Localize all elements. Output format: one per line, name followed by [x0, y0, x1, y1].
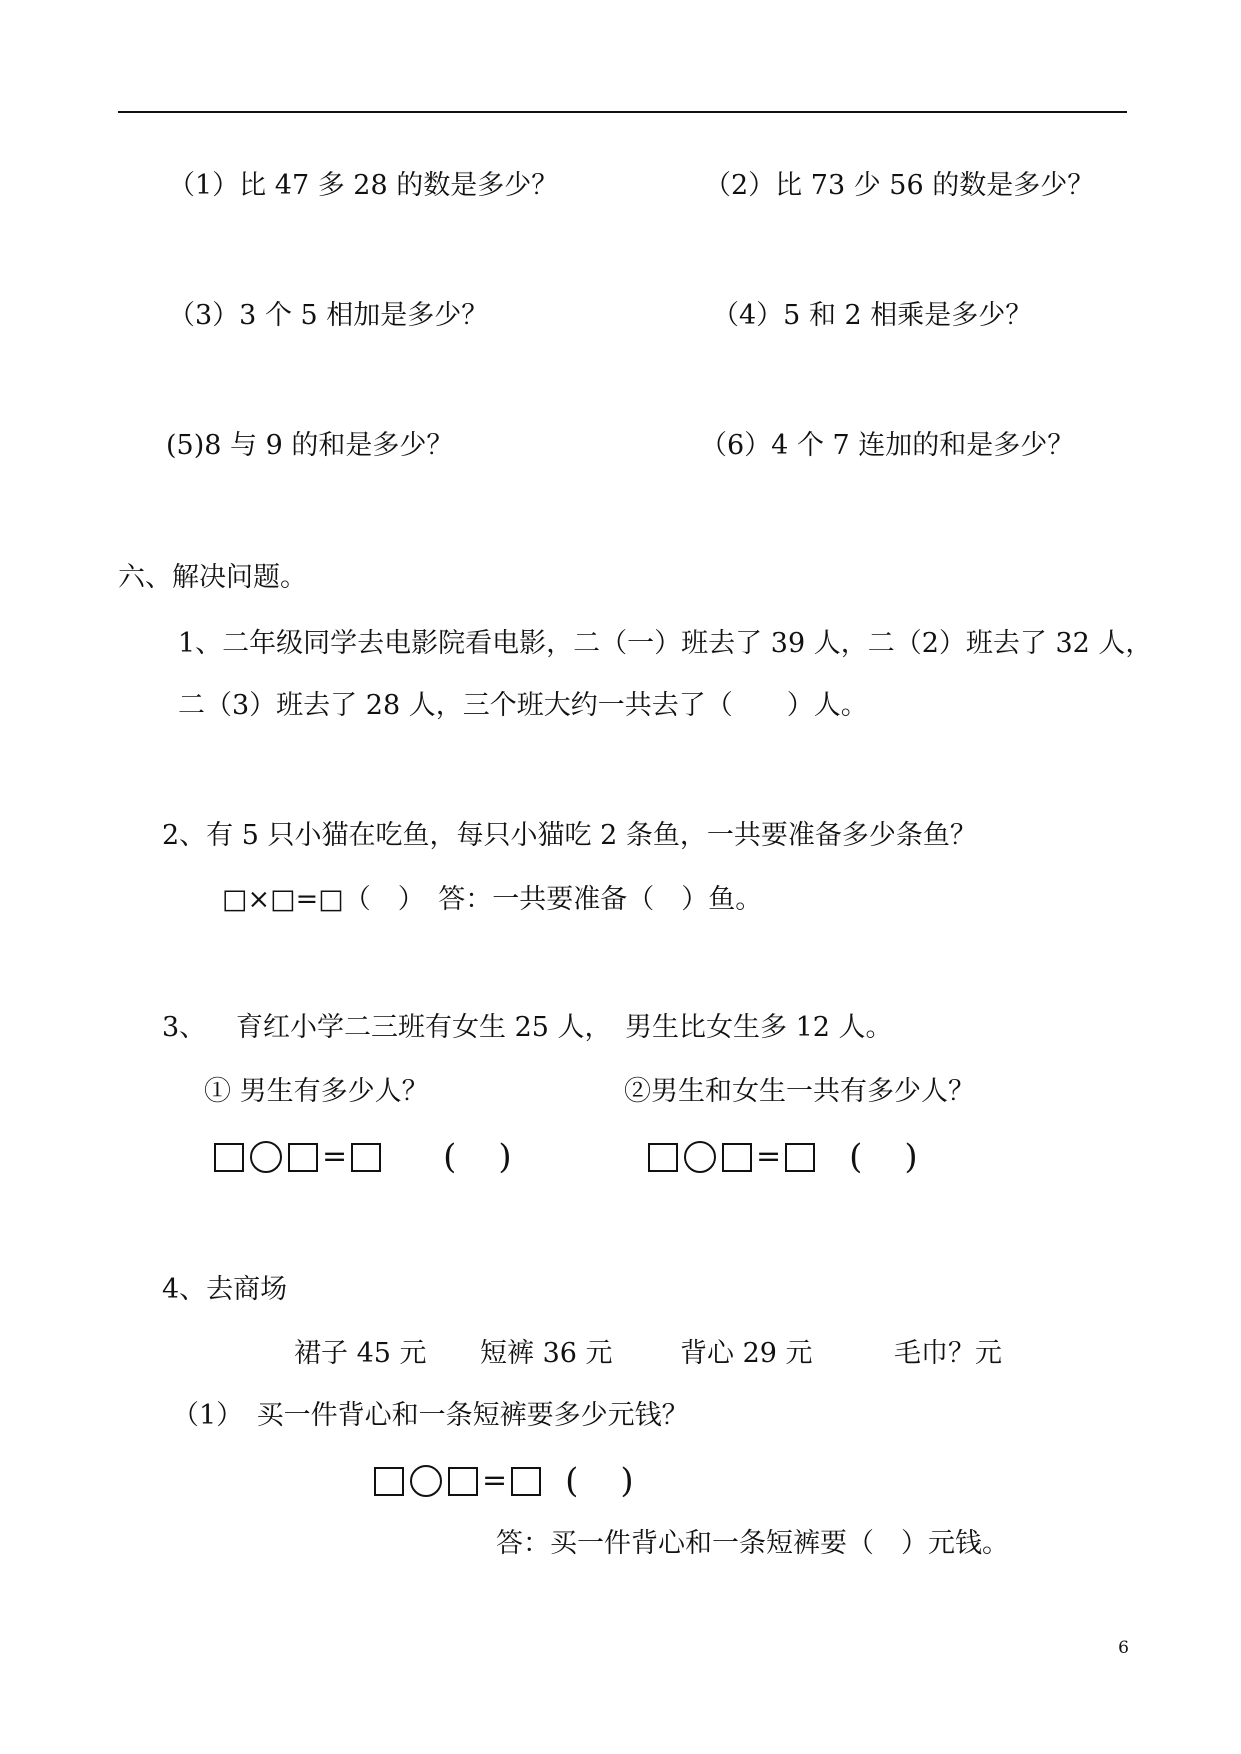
section-title: 六、解决问题。	[118, 562, 307, 593]
problem-3-text: 育红小学二三班有女生 25 人， 男生比女生多 12 人。	[236, 1012, 893, 1043]
unit-close-paren: )	[498, 1137, 512, 1177]
equals-sign: =	[756, 1139, 782, 1174]
formula-blanks-3a	[214, 1137, 512, 1177]
problem-4-title: 4、去商场	[162, 1274, 288, 1305]
answer-box	[785, 1143, 815, 1172]
unit-open-paren: (	[849, 1137, 863, 1177]
page-number: 6	[1118, 1638, 1129, 1658]
answer-box	[511, 1467, 541, 1496]
equals-sign: =	[322, 1139, 348, 1174]
question-6: （6）4 个 7 连加的和是多少？	[700, 430, 1075, 461]
operator-circle	[250, 1141, 282, 1173]
answer-box	[722, 1143, 752, 1172]
problem-2: 2、有 5 只小猫在吃鱼，每只小猫吃 2 条鱼，一共要准备多少条鱼？	[162, 820, 977, 851]
answer-box	[448, 1467, 478, 1496]
question-5: (5)8 与 9 的和是多少？	[166, 430, 454, 461]
problem-4-question-1: （1） 买一件背心和一条短裤要多少元钱？	[172, 1400, 689, 1431]
unit-open-paren: (	[443, 1137, 457, 1177]
unit-close-paren: )	[620, 1461, 634, 1501]
price-item-vest: 背心 29 元	[680, 1338, 813, 1369]
answer-box	[374, 1467, 404, 1496]
answer-box	[648, 1143, 678, 1172]
operator-circle	[684, 1141, 716, 1173]
question-2: （2）比 73 少 56 的数是多少？	[704, 170, 1095, 201]
problem-1-line-1: 1、二年级同学去电影院看电影，二（一）班去了 39 人，二（2）班去了 32 人，	[178, 628, 1153, 659]
price-item-shorts: 短裤 36 元	[480, 1338, 613, 1369]
question-1: （1）比 47 多 28 的数是多少？	[168, 170, 559, 201]
operator-circle	[410, 1465, 442, 1497]
price-item-skirt: 裙子 45 元	[294, 1338, 427, 1369]
price-item-towel: 毛巾？元	[894, 1338, 1002, 1369]
answer-box	[214, 1143, 244, 1172]
unit-open-paren: (	[565, 1461, 579, 1501]
problem-3-sub-1: ① 男生有多少人？	[204, 1076, 429, 1107]
unit-close-paren: )	[904, 1137, 918, 1177]
answer-box	[351, 1143, 381, 1172]
problem-3-number: 3、	[162, 1012, 207, 1043]
formula-blanks-3b	[648, 1137, 918, 1177]
header-rule	[118, 111, 1127, 113]
problem-2-formula: □×□=□（ ） 答：一共要准备（ ）鱼。	[222, 884, 763, 915]
problem-1-line-2: 二（3）班去了 28 人，三个班大约一共去了（ ）人。	[178, 690, 868, 721]
equals-sign: =	[482, 1463, 508, 1498]
problem-3-sub-2: ②男生和女生一共有多少人？	[624, 1076, 975, 1107]
formula-blanks-4	[374, 1461, 634, 1501]
question-3: （3）3 个 5 相加是多少？	[168, 300, 489, 331]
problem-4-answer-line: 答：买一件背心和一条短裤要（ ）元钱。	[496, 1528, 1009, 1559]
answer-box	[288, 1143, 318, 1172]
question-4: （4）5 和 2 相乘是多少？	[712, 300, 1033, 331]
